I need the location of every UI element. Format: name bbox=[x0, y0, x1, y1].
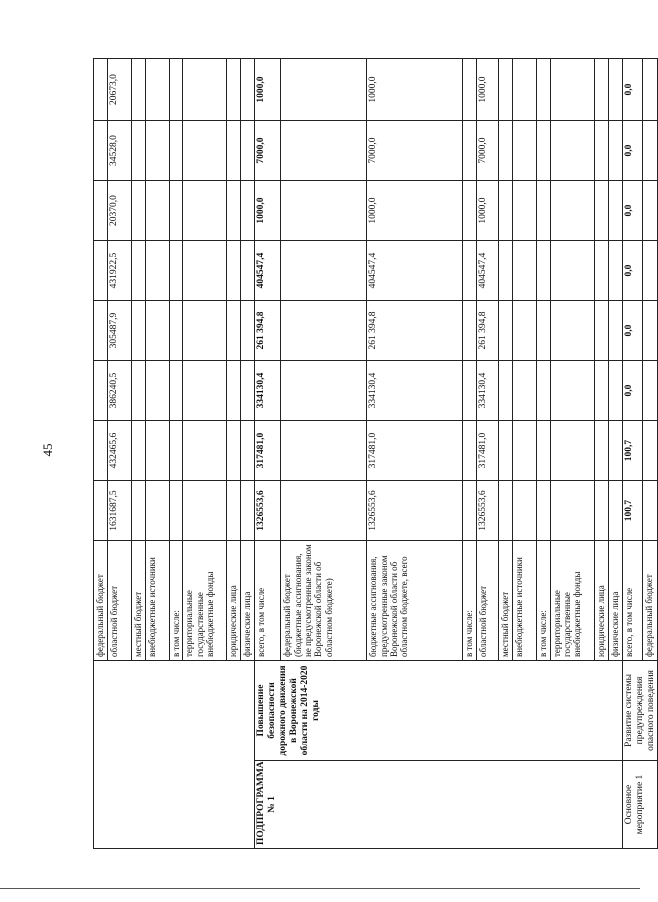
amount-cell bbox=[227, 421, 241, 481]
amount-cell: 404547,4 bbox=[255, 241, 281, 301]
amount-cell bbox=[499, 421, 513, 481]
amount-cell bbox=[643, 361, 658, 421]
amount-cell bbox=[550, 361, 594, 421]
amount-cell bbox=[132, 241, 146, 301]
funding-source-label: областной бюджет bbox=[108, 541, 132, 661]
amount-cell bbox=[227, 361, 241, 421]
amount-cell bbox=[183, 481, 227, 541]
funding-source-label: бюджетные ассигнования, предусмотренные законом Воронежской области об областном бюджете, всего bbox=[367, 541, 463, 661]
amount-cell bbox=[146, 241, 170, 301]
amount-cell bbox=[499, 121, 513, 181]
funding-source-label: в том числе: bbox=[537, 541, 550, 661]
funding-source-label: в том числе: bbox=[170, 541, 183, 661]
amount-cell: 1000,0 bbox=[255, 59, 281, 121]
amount-cell bbox=[513, 181, 537, 241]
amount-cell bbox=[241, 481, 255, 541]
amount-cell bbox=[241, 121, 255, 181]
amount-cell bbox=[146, 361, 170, 421]
amount-cell bbox=[227, 181, 241, 241]
amount-cell bbox=[550, 181, 594, 241]
amount-cell bbox=[537, 59, 550, 121]
amount-cell: 317481,0 bbox=[255, 421, 281, 481]
amount-cell bbox=[183, 421, 227, 481]
page-number: 45 bbox=[40, 443, 55, 457]
amount-cell bbox=[643, 421, 658, 481]
amount-cell bbox=[537, 421, 550, 481]
amount-cell bbox=[146, 121, 170, 181]
amount-cell bbox=[594, 59, 608, 121]
amount-cell bbox=[643, 121, 658, 181]
amount-cell bbox=[146, 181, 170, 241]
amount-cell bbox=[643, 181, 658, 241]
amount-cell bbox=[537, 481, 550, 541]
amount-cell bbox=[241, 421, 255, 481]
funding-source-label: в том числе: bbox=[463, 541, 477, 661]
amount-cell: 1326553,6 bbox=[255, 481, 281, 541]
amount-cell: 386240,5 bbox=[108, 361, 132, 421]
amount-cell bbox=[594, 421, 608, 481]
amount-cell bbox=[499, 301, 513, 361]
amount-cell bbox=[608, 481, 622, 541]
amount-cell: 261 394,8 bbox=[255, 301, 281, 361]
amount-cell bbox=[463, 59, 477, 121]
funding-source-label: местный бюджет bbox=[132, 541, 146, 661]
amount-cell: 100,7 bbox=[622, 421, 643, 481]
amount-cell bbox=[94, 421, 108, 481]
amount-cell: 431922,5 bbox=[108, 241, 132, 301]
amount-cell bbox=[170, 361, 183, 421]
funding-source-label: областной бюджет bbox=[477, 541, 499, 661]
table-viewport bbox=[93, 59, 656, 849]
table-row bbox=[255, 59, 281, 849]
amount-cell: 1000,0 bbox=[477, 181, 499, 241]
amount-cell: 20370,0 bbox=[108, 181, 132, 241]
funding-source-label: федеральный бюджет bbox=[94, 541, 108, 661]
amount-cell: 7000,0 bbox=[255, 121, 281, 181]
amount-cell bbox=[594, 181, 608, 241]
amount-cell bbox=[608, 361, 622, 421]
amount-cell bbox=[94, 121, 108, 181]
amount-cell bbox=[170, 181, 183, 241]
funding-source-label: юридические лица bbox=[594, 541, 608, 661]
amount-cell bbox=[281, 361, 367, 421]
amount-cell: 100,7 bbox=[622, 481, 643, 541]
amount-cell bbox=[499, 481, 513, 541]
amount-cell bbox=[594, 481, 608, 541]
amount-cell bbox=[608, 121, 622, 181]
table-body bbox=[94, 59, 658, 849]
subprogram-status: ПОДПРОГРАММА № 1 bbox=[255, 761, 622, 849]
amount-cell bbox=[183, 59, 227, 121]
amount-cell bbox=[537, 181, 550, 241]
amount-cell bbox=[94, 361, 108, 421]
amount-cell bbox=[513, 481, 537, 541]
amount-cell bbox=[132, 59, 146, 121]
amount-cell bbox=[183, 181, 227, 241]
amount-cell bbox=[513, 421, 537, 481]
amount-cell bbox=[463, 181, 477, 241]
amount-cell: 305487,9 bbox=[108, 301, 132, 361]
amount-cell bbox=[146, 421, 170, 481]
amount-cell bbox=[463, 241, 477, 301]
funding-source-label: всего, в том числе bbox=[622, 541, 643, 661]
amount-cell bbox=[132, 421, 146, 481]
amount-cell bbox=[241, 301, 255, 361]
amount-cell bbox=[132, 181, 146, 241]
funding-source-label: федеральный бюджет (бюджетные ассигнования, не предусмотренные законом Воронежской области об областном бюджете) bbox=[281, 541, 367, 661]
table-row bbox=[94, 59, 108, 849]
main-activity-status: Основное мероприятие 1 bbox=[622, 761, 658, 849]
amount-cell bbox=[643, 481, 658, 541]
scan-bottom-edge bbox=[0, 888, 640, 889]
amount-cell bbox=[499, 241, 513, 301]
amount-cell bbox=[146, 59, 170, 121]
amount-cell: 34528,0 bbox=[108, 121, 132, 181]
amount-cell bbox=[241, 59, 255, 121]
funding-source-label: федеральный бюджет bbox=[643, 541, 658, 661]
amount-cell bbox=[499, 181, 513, 241]
amount-cell bbox=[513, 121, 537, 181]
amount-cell bbox=[146, 481, 170, 541]
amount-cell bbox=[594, 361, 608, 421]
amount-cell bbox=[608, 181, 622, 241]
amount-cell bbox=[94, 59, 108, 121]
amount-cell bbox=[550, 421, 594, 481]
amount-cell bbox=[227, 241, 241, 301]
funding-source-label: физические лица bbox=[608, 541, 622, 661]
amount-cell bbox=[241, 361, 255, 421]
amount-cell bbox=[513, 59, 537, 121]
amount-cell bbox=[537, 241, 550, 301]
amount-cell bbox=[594, 121, 608, 181]
amount-cell: 334130,4 bbox=[367, 361, 463, 421]
amount-cell bbox=[94, 301, 108, 361]
amount-cell: 20673,0 bbox=[108, 59, 132, 121]
amount-cell bbox=[227, 59, 241, 121]
amount-cell: 0,0 bbox=[622, 121, 643, 181]
amount-cell: 1000,0 bbox=[255, 181, 281, 241]
amount-cell bbox=[281, 181, 367, 241]
amount-cell: 317481,0 bbox=[477, 421, 499, 481]
amount-cell bbox=[170, 59, 183, 121]
amount-cell bbox=[594, 301, 608, 361]
amount-cell bbox=[183, 361, 227, 421]
amount-cell bbox=[463, 361, 477, 421]
amount-cell: 7000,0 bbox=[367, 121, 463, 181]
amount-cell: 1326553,6 bbox=[367, 481, 463, 541]
amount-cell bbox=[281, 121, 367, 181]
amount-cell bbox=[132, 481, 146, 541]
amount-cell bbox=[227, 301, 241, 361]
amount-cell: 0,0 bbox=[622, 241, 643, 301]
amount-cell bbox=[94, 241, 108, 301]
amount-cell: 404547,4 bbox=[477, 241, 499, 301]
funding-source-label: всего, в том числе bbox=[255, 541, 281, 661]
funding-source-label: территориальные государственные внебюджетные фонды bbox=[183, 541, 227, 661]
subprogram-name: Повышение безопасности дорожного движения в Воронежской области на 2014-2020 годы bbox=[255, 661, 622, 761]
funding-source-label: физические лица bbox=[241, 541, 255, 661]
amount-cell bbox=[643, 59, 658, 121]
amount-cell bbox=[608, 301, 622, 361]
main-activity-name: Развитие системы предупреждения опасного поведения bbox=[622, 661, 658, 761]
amount-cell bbox=[537, 301, 550, 361]
amount-cell bbox=[463, 481, 477, 541]
amount-cell bbox=[550, 59, 594, 121]
amount-cell bbox=[499, 361, 513, 421]
rotated-table-container bbox=[93, 59, 656, 849]
amount-cell: 261 394,8 bbox=[367, 301, 463, 361]
amount-cell bbox=[463, 121, 477, 181]
amount-cell: 0,0 bbox=[622, 301, 643, 361]
amount-cell: 334130,4 bbox=[477, 361, 499, 421]
amount-cell bbox=[146, 301, 170, 361]
funding-source-label: местный бюджет bbox=[499, 541, 513, 661]
amount-cell bbox=[281, 421, 367, 481]
amount-cell bbox=[183, 241, 227, 301]
amount-cell: 317481,0 bbox=[367, 421, 463, 481]
amount-cell bbox=[94, 481, 108, 541]
amount-cell: 0,0 bbox=[622, 181, 643, 241]
amount-cell: 1000,0 bbox=[367, 59, 463, 121]
amount-cell bbox=[170, 241, 183, 301]
amount-cell bbox=[94, 181, 108, 241]
amount-cell bbox=[281, 59, 367, 121]
amount-cell bbox=[608, 59, 622, 121]
amount-cell bbox=[281, 481, 367, 541]
amount-cell bbox=[241, 241, 255, 301]
funding-source-label: внебюджетные источники bbox=[513, 541, 537, 661]
amount-cell bbox=[537, 361, 550, 421]
amount-cell: 1631687,5 bbox=[108, 481, 132, 541]
continued-block-cell bbox=[94, 661, 255, 849]
amount-cell: 0,0 bbox=[622, 59, 643, 121]
amount-cell bbox=[227, 481, 241, 541]
amount-cell bbox=[183, 301, 227, 361]
amount-cell: 0,0 bbox=[622, 361, 643, 421]
amount-cell bbox=[170, 121, 183, 181]
amount-cell bbox=[132, 121, 146, 181]
amount-cell bbox=[170, 301, 183, 361]
amount-cell bbox=[132, 361, 146, 421]
amount-cell bbox=[608, 241, 622, 301]
amount-cell bbox=[281, 241, 367, 301]
amount-cell bbox=[608, 421, 622, 481]
amount-cell: 1326553,6 bbox=[477, 481, 499, 541]
funding-source-label: территориальные государственные внебюджетные фонды bbox=[550, 541, 594, 661]
amount-cell bbox=[550, 481, 594, 541]
amount-cell bbox=[594, 241, 608, 301]
funding-source-label: юридические лица bbox=[227, 541, 241, 661]
amount-cell: 261 394,8 bbox=[477, 301, 499, 361]
amount-cell: 334130,4 bbox=[255, 361, 281, 421]
funding-source-label: внебюджетные источники bbox=[146, 541, 170, 661]
amount-cell bbox=[513, 301, 537, 361]
amount-cell bbox=[513, 241, 537, 301]
amount-cell bbox=[183, 121, 227, 181]
amount-cell bbox=[550, 241, 594, 301]
amount-cell bbox=[643, 241, 658, 301]
amount-cell bbox=[643, 301, 658, 361]
amount-cell bbox=[513, 361, 537, 421]
amount-cell bbox=[170, 421, 183, 481]
amount-cell bbox=[463, 301, 477, 361]
amount-cell bbox=[537, 121, 550, 181]
amount-cell: 404547,4 bbox=[367, 241, 463, 301]
amount-cell bbox=[550, 301, 594, 361]
amount-cell bbox=[463, 421, 477, 481]
amount-cell bbox=[132, 301, 146, 361]
amount-cell: 1000,0 bbox=[367, 181, 463, 241]
amount-cell: 432465,6 bbox=[108, 421, 132, 481]
amount-cell bbox=[281, 301, 367, 361]
amount-cell bbox=[170, 481, 183, 541]
amount-cell: 7000,0 bbox=[477, 121, 499, 181]
amount-cell bbox=[227, 121, 241, 181]
table-row bbox=[622, 59, 643, 849]
amount-cell: 1000,0 bbox=[477, 59, 499, 121]
amount-cell bbox=[550, 121, 594, 181]
amount-cell bbox=[499, 59, 513, 121]
financing-table bbox=[93, 58, 658, 849]
amount-cell bbox=[241, 181, 255, 241]
